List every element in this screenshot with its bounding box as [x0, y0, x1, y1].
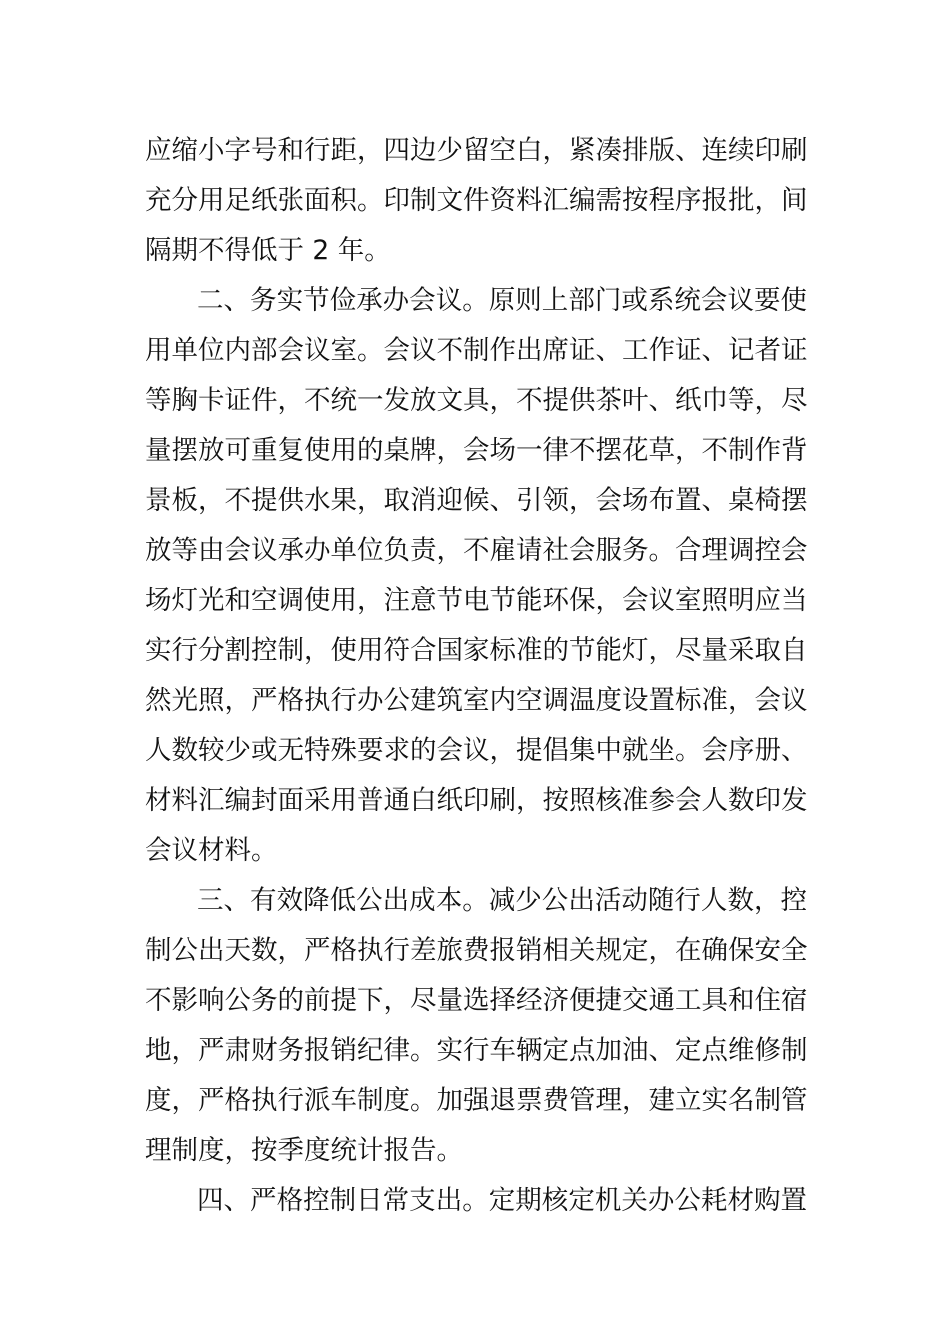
text-line: 地，严肃财务报销纪律。实行车辆定点加油、定点维修制 [145, 1035, 808, 1066]
text-line: 应缩小字号和行距，四边少留空白，紧凑排版、连续印刷 [145, 135, 808, 166]
text-line: 隔期不得低于 2 年。 [145, 235, 391, 266]
section-2-heading-line: 二、务实节俭承办会议。原则上部门或系统会议要使 [197, 285, 807, 316]
text-line: 人数较少或无特殊要求的会议，提倡集中就坐。会序册、 [145, 735, 808, 766]
section-4-heading-line: 四、严格控制日常支出。定期核定机关办公耗材购置 [197, 1185, 807, 1216]
text-line: 量摆放可重复使用的桌牌，会场一律不摆花草，不制作背 [145, 435, 808, 466]
text-line: 然光照，严格执行办公建筑室内空调温度设置标准，会议 [145, 685, 808, 716]
text-line: 等胸卡证件，不统一发放文具，不提供茶叶、纸巾等，尽 [145, 385, 808, 416]
text-line: 放等由会议承办单位负责，不雇请社会服务。合理调控会 [145, 535, 808, 566]
text-line: 会议材料。 [145, 835, 278, 866]
text-line: 场灯光和空调使用，注意节电节能环保，会议室照明应当 [145, 585, 808, 616]
text-line: 制公出天数，严格执行差旅费报销相关规定，在确保安全 [145, 935, 808, 966]
text-line: 度，严格执行派车制度。加强退票费管理，建立实名制管 [145, 1085, 808, 1116]
text-line: 用单位内部会议室。会议不制作出席证、工作证、记者证 [145, 335, 808, 366]
text-line: 不影响公务的前提下，尽量选择经济便捷交通工具和住宿 [145, 985, 808, 1016]
text-line: 理制度，按季度统计报告。 [145, 1135, 463, 1166]
document-body [145, 126, 807, 1226]
text-line: 材料汇编封面采用普通白纸印刷，按照核准参会人数印发 [145, 785, 808, 816]
text-line: 景板，不提供水果，取消迎候、引领，会场布置、桌椅摆 [145, 485, 808, 516]
text-line: 实行分割控制，使用符合国家标准的节能灯，尽量采取自 [145, 635, 808, 666]
section-3-heading-line: 三、有效降低公出成本。减少公出活动随行人数，控 [197, 885, 807, 916]
text-line: 充分用足纸张面积。印制文件资料汇编需按程序报批，间 [145, 185, 808, 216]
